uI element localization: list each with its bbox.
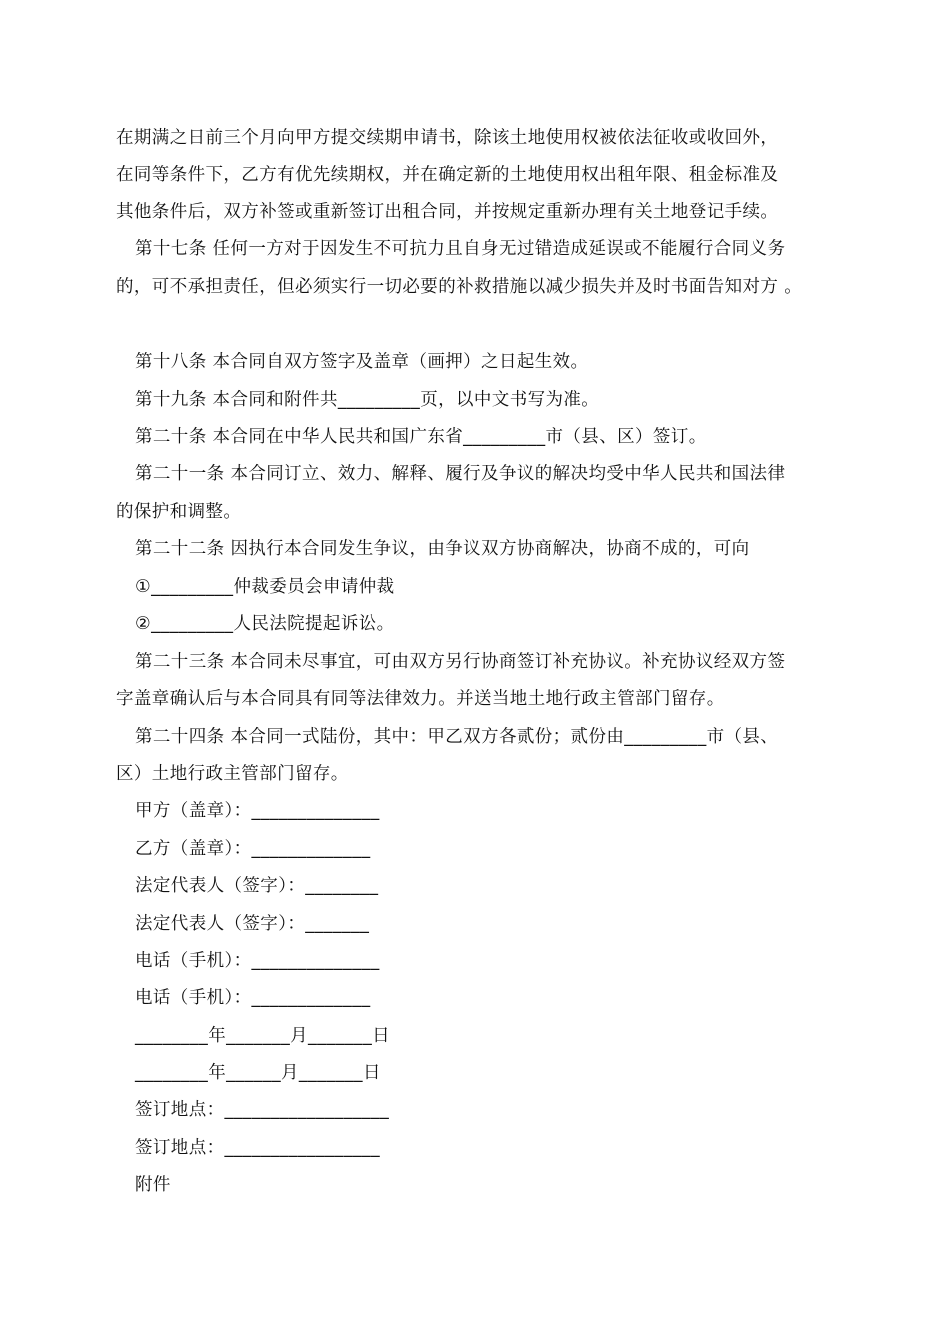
article-20: 第二十条 本合同在中华人民共和国广东省_________市（县、区）签订。 [135,427,707,447]
text-line: 在同等条件下，乙方有优先续期权，并在确定新的土地使用权出租年限、租金标准及 [116,165,779,185]
article-23: 第二十三条 本合同未尽事宜，可由双方另行协商签订补充协议。补充协议经双方签 [135,652,786,672]
text-line: 区）土地行政主管部门留存。 [116,764,349,784]
option-arbitration: ①_________仲裁委员会申请仲裁 [135,577,395,597]
article-17: 第十七条 任何一方对于因发生不可抗力且自身无过错造成延误或不能履行合同义务 [135,239,786,259]
text-line: 在期满之日前三个月向甲方提交续期申请书，除该土地使用权被依法征收或收回外， [116,128,779,148]
date-a: ________年_______月_______日 [135,1026,390,1046]
text-line: 的保护和调整。 [116,502,242,522]
article-19: 第十九条 本合同和附件共_________页，以中文书写为准。 [135,390,600,410]
party-a-seal: 甲方（盖章）：______________ [135,801,380,821]
signing-place-a: 签订地点：__________________ [135,1100,390,1120]
signing-place-b: 签订地点：_________________ [135,1138,381,1158]
article-24: 第二十四条 本合同一式陆份，其中：甲乙双方各贰份；贰份由_________市（县、 [135,727,779,747]
article-21: 第二十一条 本合同订立、效力、解释、履行及争议的解决均受中华人民共和国法律 [135,464,786,484]
date-b: ________年______月_______日 [135,1063,381,1083]
article-22: 第二十二条 因执行本合同发生争议，由争议双方协商解决，协商不成的，可向 [135,539,750,559]
text-line: 其他条件后，双方补签或重新签订出租合同，并按规定重新办理有关土地登记手续。 [116,202,779,222]
option-court: ②_________人民法院提起诉讼。 [135,614,395,634]
text-line: 的，可不承担责任，但必须实行一切必要的补救措施以减少损失并及时书面告知对方 。 [116,277,803,297]
text-line: 字盖章确认后与本合同具有同等法律效力。并送当地土地行政主管部门留存。 [116,689,725,709]
legal-rep-signature-b: 法定代表人（签字）：_______ [135,914,370,934]
phone-a: 电话（手机）：______________ [135,951,380,971]
party-b-seal: 乙方（盖章）：_____________ [135,839,371,859]
phone-b: 电话（手机）：_____________ [135,988,371,1008]
legal-rep-signature-a: 法定代表人（签字）：________ [135,876,379,896]
article-18: 第十八条 本合同自双方签字及盖章（画押）之日起生效。 [135,352,589,372]
attachment-label: 附件 [135,1175,171,1195]
